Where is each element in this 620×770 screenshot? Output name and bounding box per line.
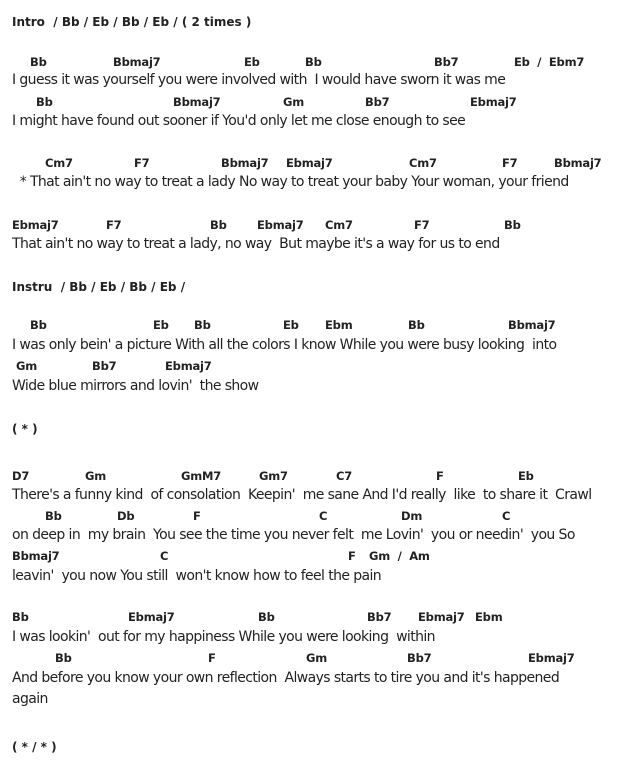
lyric-line: There's a funny kind of consolation Keepin' me sane And I'd really like to share it Crawl (12, 487, 592, 503)
chord: Ebmaj7 (12, 218, 59, 232)
chord: Gm (306, 651, 328, 665)
lyric-line: That ain't no way to treat a lady, no way But maybe it's a way for us to end (12, 236, 500, 252)
chord: Bb7 (434, 55, 459, 69)
lyric-line: again (12, 691, 48, 707)
chord: Bbmaj7 (173, 95, 221, 109)
chord: Bb (30, 55, 47, 69)
chord: Eb / Ebm7 (514, 55, 585, 69)
chord: Ebmaj7 (286, 156, 333, 170)
chord: Bb (45, 509, 62, 523)
lyric-row (0, 236, 620, 254)
chord: Cm7 (409, 156, 437, 170)
chord: F7 (134, 156, 150, 170)
lyric-row (0, 670, 620, 688)
chord-row (0, 509, 620, 527)
chord: Bb (55, 651, 72, 665)
chord: Cm7 (325, 218, 353, 232)
chord: GmM7 (181, 469, 222, 483)
lyric-line: * That ain't no way to treat a lady No way to treat your baby Your woman, your friend (12, 174, 569, 190)
chorus-repeat-marker: ( * / * ) (12, 740, 57, 754)
lyric-row (0, 487, 620, 505)
chord: Bbmaj7 (113, 55, 161, 69)
lyric-row (0, 527, 620, 545)
chord: Bbmaj7 (221, 156, 269, 170)
chord: Eb (244, 55, 260, 69)
chord-row (0, 359, 620, 377)
chord: Bb (258, 610, 275, 624)
chord: F7 (106, 218, 122, 232)
chord: Ebmaj7 (470, 95, 517, 109)
chord: Ebm (475, 610, 503, 624)
chord: Bb (12, 610, 29, 624)
chord: Eb (283, 318, 299, 332)
intro-line: Intro / Bb / Eb / Bb / Eb / ( 2 times ) (12, 15, 252, 29)
lyric-line: Wide blue mirrors and lovin' the show (12, 378, 259, 394)
chord: Ebmaj7 (528, 651, 575, 665)
chord: Bb (30, 318, 47, 332)
chord: Ebm (325, 318, 353, 332)
lyric-line: leavin' you now You still won't know how to feel the pain (12, 568, 382, 584)
lyric-row (0, 113, 620, 131)
chord: Db (117, 509, 135, 523)
chord-row (0, 218, 620, 236)
chord: Gm7 (259, 469, 288, 483)
chord: Eb (153, 318, 169, 332)
chord: Bb (305, 55, 322, 69)
chord: Bbmaj7 (554, 156, 602, 170)
chord: D7 (12, 469, 30, 483)
chord: Bb7 (365, 95, 390, 109)
chorus-repeat-marker: ( * ) (12, 422, 38, 436)
chord: Gm (283, 95, 305, 109)
chord: C7 (336, 469, 353, 483)
lyric-line: on deep in my brain You see the time you never felt me Lovin' you or needin' you So (12, 527, 575, 543)
chord: Dm (401, 509, 423, 523)
chord: Gm / Am (369, 549, 430, 563)
chord: F7 (502, 156, 518, 170)
chord: F (193, 509, 201, 523)
chord: Bbmaj7 (12, 549, 60, 563)
lyric-row (0, 337, 620, 355)
chord: Bb (210, 218, 227, 232)
lyric-row (0, 629, 620, 647)
chord: Bbmaj7 (508, 318, 556, 332)
chord: F7 (414, 218, 430, 232)
chord-row (0, 469, 620, 487)
chord: C (160, 549, 169, 563)
lyric-row (0, 174, 620, 192)
chord: F (348, 549, 356, 563)
chord: Bb (408, 318, 425, 332)
chord: Eb (518, 469, 534, 483)
instru-line: Instru / Bb / Eb / Bb / Eb / (12, 280, 186, 294)
lyric-row (0, 72, 620, 90)
chord: C (502, 509, 511, 523)
lyric-line: I might have found out sooner if You'd only let me close enough to see (12, 113, 466, 129)
lyric-row (0, 691, 620, 709)
chord: Ebmaj7 (165, 359, 212, 373)
lyric-row (0, 378, 620, 396)
chord-row (0, 318, 620, 336)
chord: Bb (504, 218, 521, 232)
chord: Bb7 (367, 610, 392, 624)
chord: Gm (16, 359, 38, 373)
chord: Ebmaj7 (257, 218, 304, 232)
chord: Bb (36, 95, 53, 109)
chord: F (208, 651, 216, 665)
chord: Bb7 (407, 651, 432, 665)
chord-row (0, 156, 620, 174)
chord: Ebmaj7 (418, 610, 465, 624)
chord-row (0, 549, 620, 567)
lyric-line: And before you know your own reflection Always starts to tire you and it's happened (12, 670, 560, 686)
lyric-row (0, 568, 620, 586)
chord: Bb (194, 318, 211, 332)
chord-row (0, 95, 620, 113)
chord: F (436, 469, 444, 483)
chord: Ebmaj7 (128, 610, 175, 624)
chord: Bb7 (92, 359, 117, 373)
lyric-line: I was lookin' out for my happiness While you were looking within (12, 629, 435, 645)
chord: C (319, 509, 328, 523)
chord-row (0, 55, 620, 73)
lyric-line: I guess it was yourself you were involved with I would have sworn it was me (12, 72, 506, 88)
chord-row (0, 651, 620, 669)
chord: Gm (85, 469, 107, 483)
chord-row (0, 610, 620, 628)
lyric-line: I was only bein' a picture With all the colors I know While you were busy looking into (12, 337, 557, 353)
chord: Cm7 (45, 156, 73, 170)
